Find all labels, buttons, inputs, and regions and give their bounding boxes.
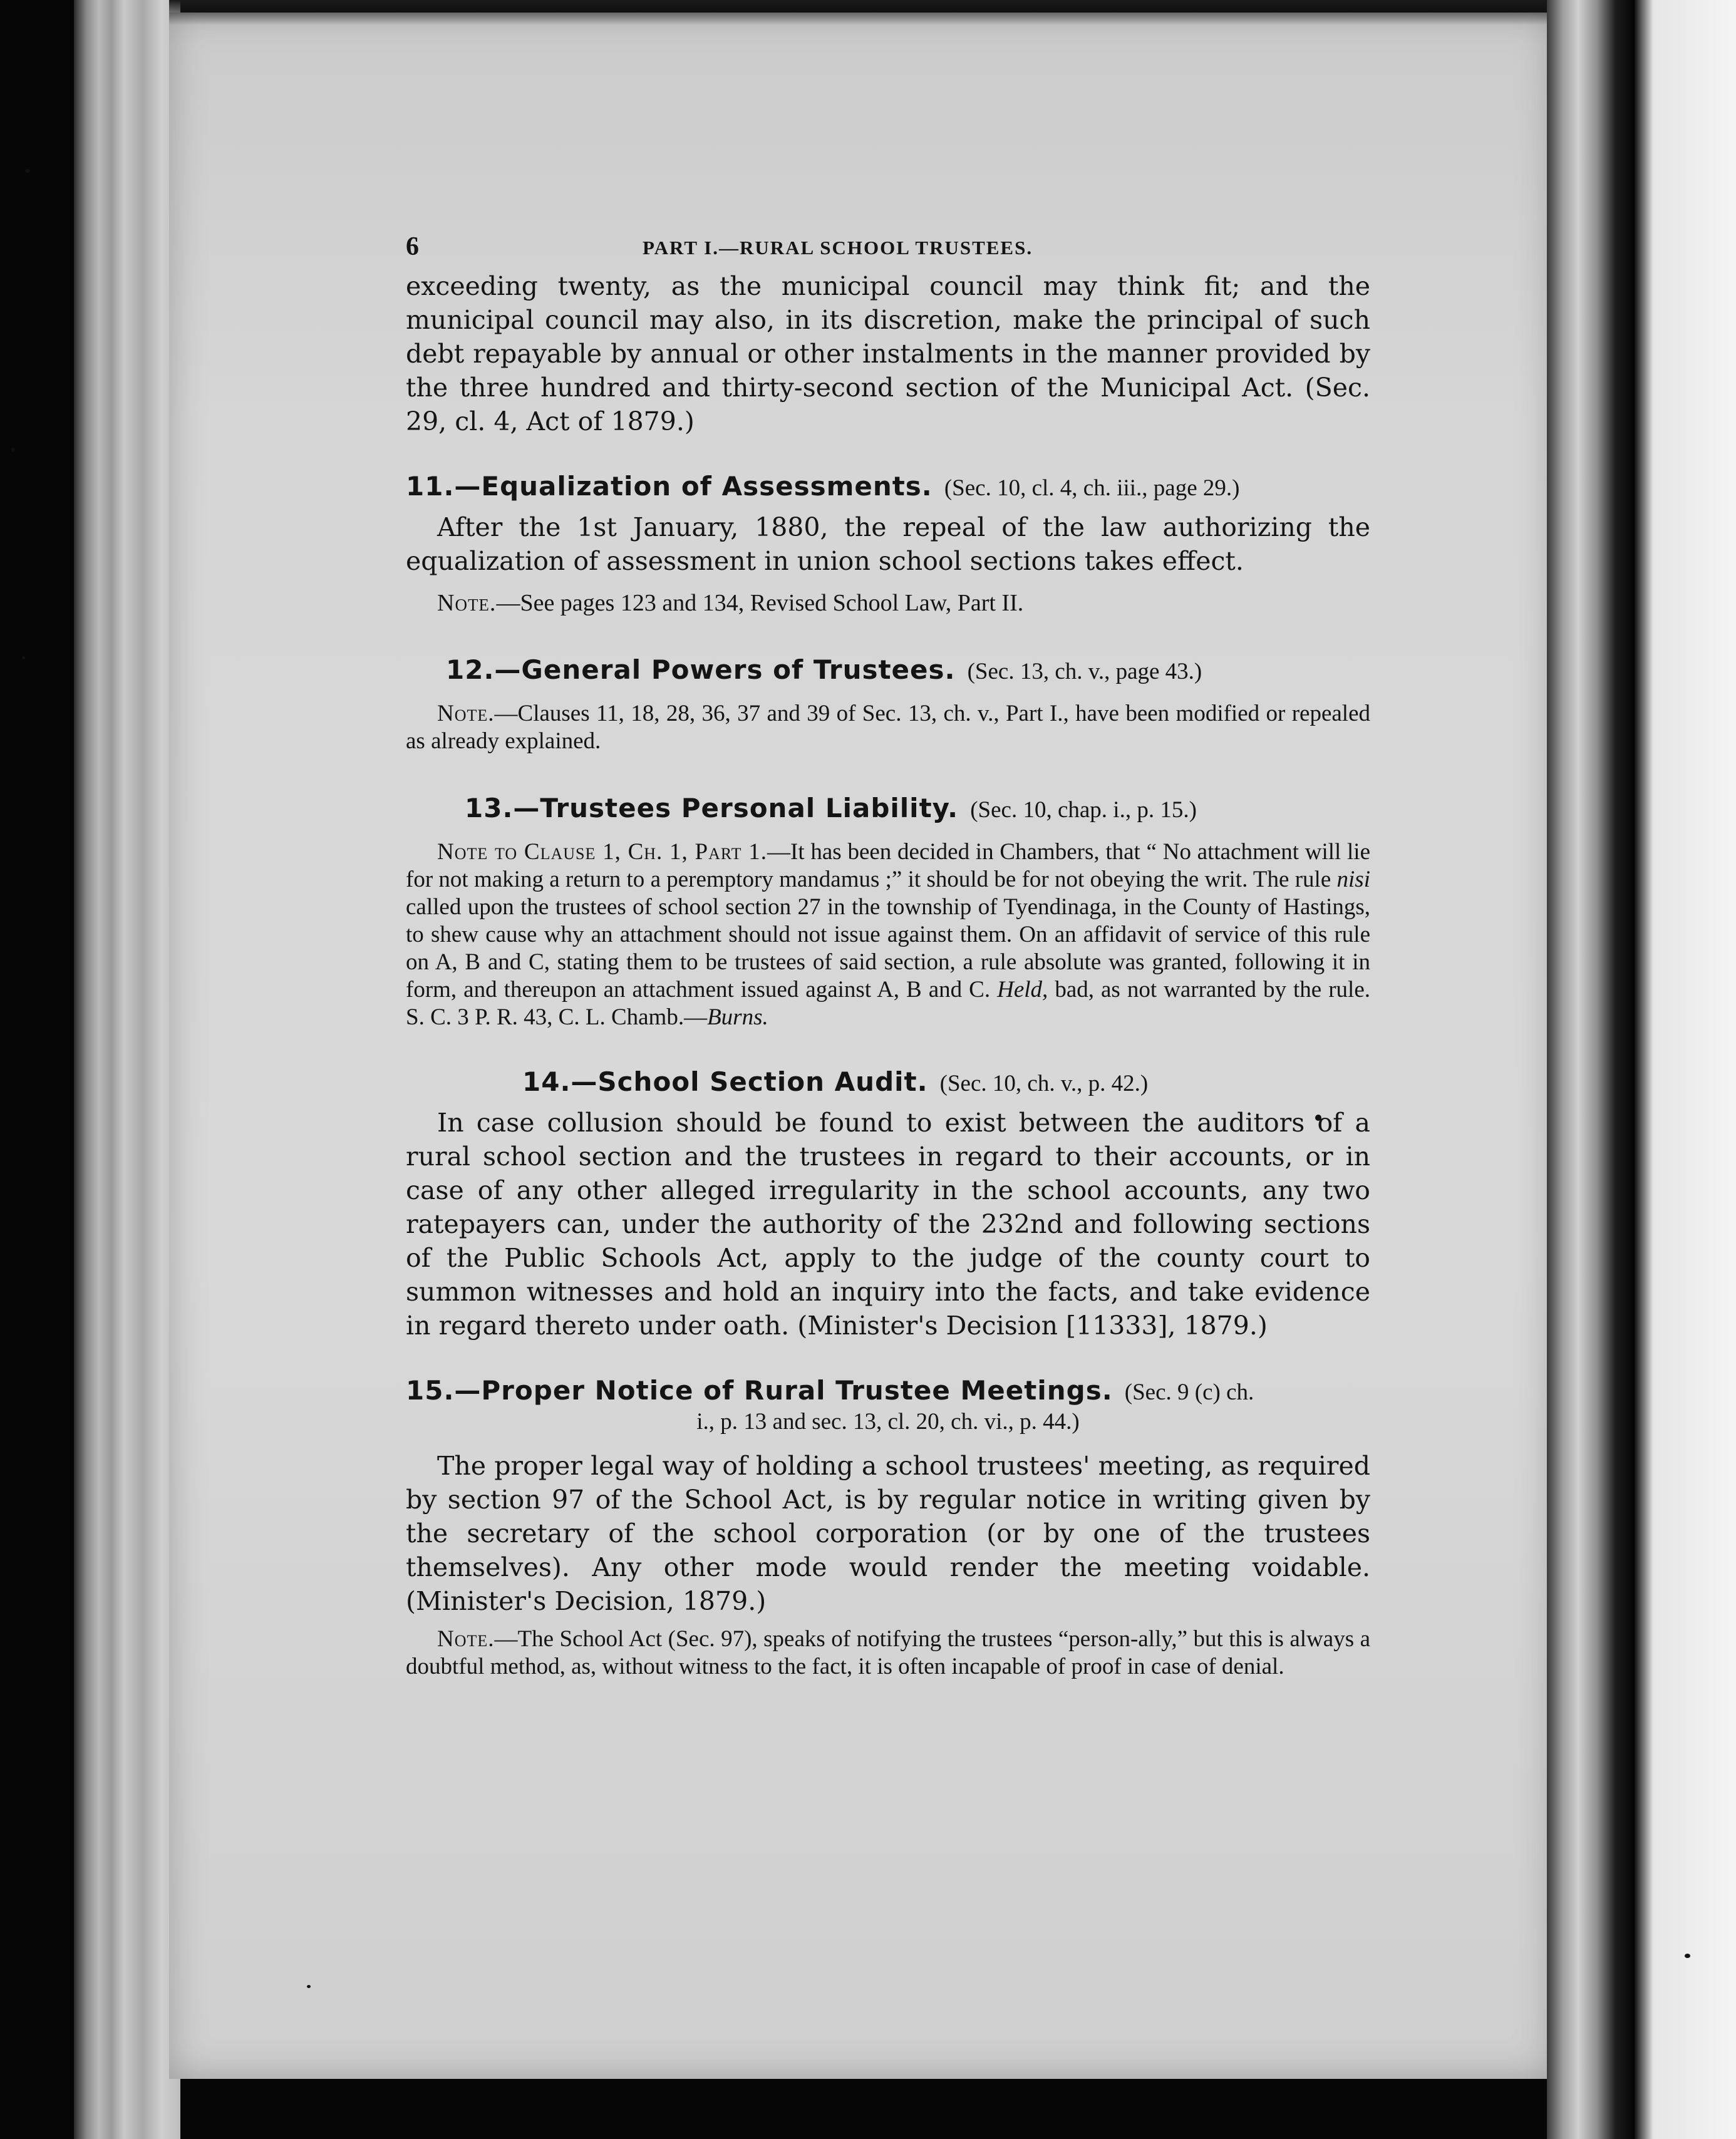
section-13-note-text-3: bad, as not warranted by the rule. S. C. 3 P. R. 43, C. L. Chamb.— bbox=[406, 977, 1371, 1030]
section-13-heading bbox=[465, 793, 1370, 823]
page-edges bbox=[74, 0, 180, 2139]
section-12-reference: (Sec. 13, ch. v., page 43.) bbox=[967, 659, 1202, 684]
section-14-heading bbox=[522, 1066, 1370, 1097]
section-15-note bbox=[406, 1626, 1370, 1681]
section-15-note-label: Note. bbox=[437, 1626, 495, 1652]
page-content bbox=[406, 225, 1370, 1681]
section-11-note bbox=[406, 589, 1370, 617]
section-12-title: 12.—General Powers of Trustees. bbox=[446, 654, 956, 685]
book-gutter bbox=[1547, 0, 1635, 2139]
section-11-title: 11.—Equalization of Assessments. bbox=[406, 471, 933, 502]
section-12-note-text: —Clauses 11, 18, 28, 36, 37 and 39 of Sec. 13, ch. v., Part I., have been modified or repealed as already explained. bbox=[406, 701, 1370, 754]
section-13-note-text-1: —It has been decided in Chambers, that “ No attachment will lie for not making a return to a peremptory mandamus ;” it should be for not obeying the writ. The rule bbox=[406, 839, 1371, 892]
section-15-reference-continued: i., p. 13 and sec. 13, cl. 20, ch. vi., p. 44.) bbox=[696, 1409, 1080, 1435]
section-13-note-label: Note to Clause 1, Ch. 1, Part 1. bbox=[437, 839, 768, 865]
facing-page-edge bbox=[1635, 0, 1736, 2139]
section-14-body: In case collusion should be found to exist between the auditors of a rural school section and the trustees in regard to their accounts, or in case of any other alleged irregularity in the school accounts, any two ratepayers can, under the authority of the 232nd and following sections of the Public Schools Act, apply to the judge of the county court to summon witnesses and hold an inquiry into the facts, and take evidence in regard thereto under oath. (Minister's Decision [11333], 1879.) bbox=[406, 1108, 1370, 1341]
intro-paragraph: exceeding twenty, as the municipal council may think fit; and the municipal council may also, in its discretion, make the principal of such debt repayable by annual or other instalments in the manner provided by the three hundred and thirty-second section of the Municipal Act. (Sec. 29, cl. 4, Act of 1879.) bbox=[406, 271, 1370, 436]
section-14-reference: (Sec. 10, ch. v., p. 42.) bbox=[939, 1071, 1149, 1096]
section-11-note-label: Note. bbox=[437, 590, 497, 616]
section-12-note bbox=[406, 700, 1370, 755]
page-number: 6 bbox=[406, 232, 420, 261]
section-15-body: The proper legal way of holding a school trustees' meeting, as required by section 97 of the School Act, is by regular notice in writing given by the secretary of the school corporation (or by one of the trustees themselves). Any other mode would render the meeting voidable. (Minister's Decision, 1879.) bbox=[406, 1451, 1370, 1616]
section-12-note-label: Note. bbox=[437, 701, 495, 726]
section-11-body: After the 1st January, 1880, the repeal of the law authorizing the equalization of assessment in union school sections takes effect. bbox=[406, 512, 1370, 576]
section-13-note-italic-3: Burns. bbox=[707, 1004, 768, 1030]
section-13-note bbox=[406, 838, 1370, 1031]
section-13-reference: (Sec. 10, chap. i., p. 15.) bbox=[970, 797, 1197, 823]
section-13-note-text-2: called upon the trustees of school section 27 in the township of Tyendinaga, in the County of Hastings, to shew cause why an attachment should not issue against them. On an affidavit of service of this rule on A, B and C, stating them to be trustees of said section, a rule absolute was granted, following it in form, and thereupon an attachment issued against A, B and C. bbox=[406, 894, 1370, 1002]
section-13-note-italic-1: nisi bbox=[1336, 867, 1370, 892]
section-12-heading bbox=[446, 654, 1370, 685]
section-14-title: 14.—School Section Audit. bbox=[522, 1066, 928, 1097]
running-head bbox=[406, 225, 1370, 269]
section-11-note-text: —See pages 123 and 134, Revised School Law, Part II. bbox=[496, 590, 1024, 616]
section-13-note-italic-2: Held, bbox=[997, 977, 1048, 1002]
section-11-reference: (Sec. 10, cl. 4, ch. iii., page 29.) bbox=[944, 475, 1240, 501]
running-title: PART I.—RURAL SCHOOL TRUSTEES. bbox=[643, 237, 1033, 259]
section-13-title: 13.—Trustees Personal Liability. bbox=[465, 793, 959, 823]
section-15-title: 15.—Proper Notice of Rural Trustee Meetings. bbox=[406, 1375, 1113, 1406]
section-15-heading bbox=[406, 1375, 1370, 1406]
section-15-reference: (Sec. 9 (c) ch. bbox=[1124, 1379, 1254, 1405]
page-top-shadow bbox=[169, 0, 1553, 25]
section-11-heading bbox=[406, 471, 1370, 502]
section-15-note-text: —The School Act (Sec. 97), speaks of notifying the trustees “person-ally,” but this is always a doubtful method, as, without witness to the fact, it is often incapable of proof in case of denial. bbox=[406, 1626, 1370, 1679]
